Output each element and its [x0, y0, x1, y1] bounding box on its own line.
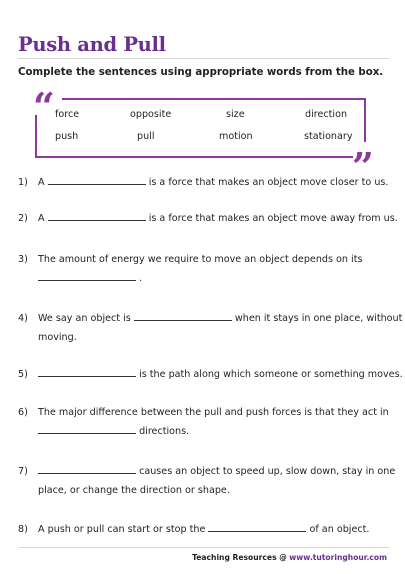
footer-divider [18, 547, 389, 548]
footer: Teaching Resources @ www.tutoringhour.com [192, 553, 387, 562]
instruction: Complete the sentences using appropriate words from the box. [18, 67, 384, 78]
title-divider [18, 58, 389, 59]
word-box-border-top [62, 98, 366, 100]
word-option: opposite [130, 109, 172, 120]
word-option: motion [219, 131, 253, 142]
answer-blank[interactable] [38, 366, 136, 377]
word-option: direction [305, 109, 348, 120]
footer-site-link[interactable]: www.tutoringhour.com [289, 553, 387, 562]
word-option: pull [137, 131, 155, 142]
page-title: Push and Pull [18, 33, 166, 56]
word-box-border-right [364, 98, 366, 142]
close-quote-icon: ” [352, 144, 374, 189]
word-option: push [55, 131, 79, 142]
answer-blank[interactable] [208, 521, 306, 532]
open-quote-icon: “ [33, 84, 55, 129]
answer-blank[interactable] [38, 463, 136, 474]
word-box-border-bottom [35, 156, 353, 158]
answer-blank[interactable] [134, 310, 232, 321]
word-option: size [226, 109, 245, 120]
word-option: force [55, 109, 80, 120]
answer-blank[interactable] [38, 270, 136, 281]
answer-blank[interactable] [48, 210, 146, 221]
answer-blank[interactable] [48, 174, 146, 185]
answer-blank[interactable] [38, 423, 136, 434]
word-option: stationary [304, 131, 353, 142]
